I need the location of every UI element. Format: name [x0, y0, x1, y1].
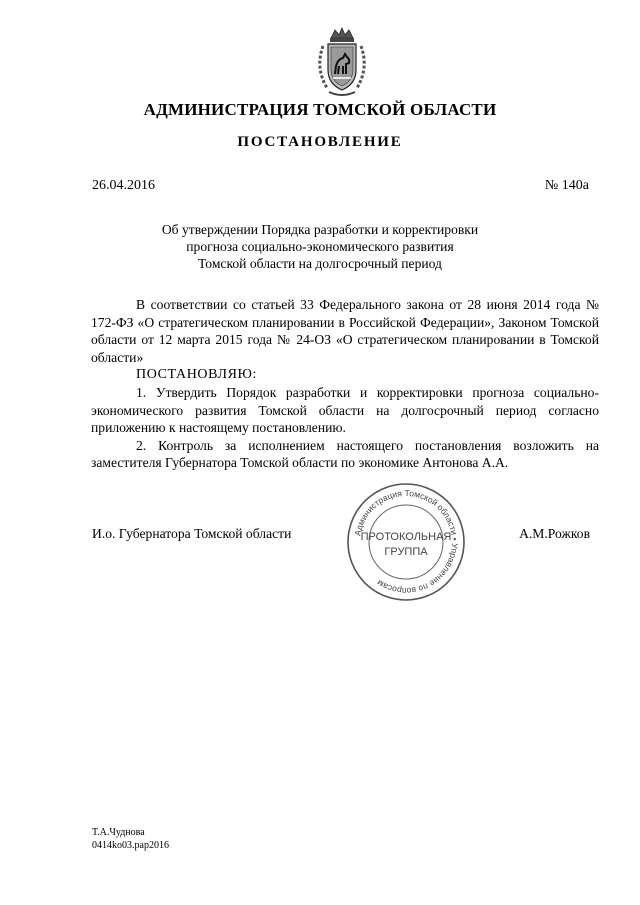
footer-author: Т.А.Чуднова — [92, 827, 145, 838]
footer-file-ref: 0414ko03.pap2016 — [92, 840, 169, 851]
subject-line: прогноза социально-экономического развития — [186, 239, 454, 254]
document-number: № 140а — [544, 178, 589, 193]
signer-title: И.о. Губернатора Томской области — [92, 526, 292, 541]
official-stamp — [344, 480, 468, 604]
organization-title: АДМИНИСТРАЦИЯ ТОМСКОЙ ОБЛАСТИ — [143, 100, 497, 119]
stamp-ring-text: Администрация Томской области • Управление по вопросам — [352, 487, 461, 597]
decree-word: ПОСТАНОВЛЯЮ: — [136, 367, 258, 383]
item-1-paragraph: 1. Утвердить Порядок разработки и корректировки прогноза социально-экономического развития Томской области на долгосрочный период согласно приложению к настоящему постановлению. — [91, 384, 599, 436]
subject-line: Томской области на долгосрочный период — [198, 256, 442, 271]
document-date: 26.04.2016 — [92, 178, 155, 193]
document-type: ПОСТАНОВЛЕНИЕ — [237, 134, 403, 150]
signer-name: А.М.Рожков — [519, 526, 590, 541]
stamp-center-line-2: ГРУППА — [384, 546, 428, 558]
document-footer — [92, 826, 169, 852]
document-subject — [150, 221, 490, 272]
preamble-paragraph: В соответствии со статьей 33 Федерального закона от 28 июня 2014 года № 172-ФЗ «О стратегическом планировании в Российской Федерации», Законом Томской области от 12 марта 2015 года № 24-ОЗ «О стратегическом планировании в Томской области» — [91, 297, 599, 365]
item-2-paragraph: 2. Контроль за исполнением настоящего постановления возложить на заместителя Губернатора Томской области по экономике Антонова А.А. — [91, 437, 599, 471]
coat-of-arms-icon — [309, 26, 375, 100]
subject-line: Об утверждении Порядка разработки и корректировки — [161, 222, 479, 237]
document-body — [91, 296, 599, 472]
stamp-center-line-1: ПРОТОКОЛЬНАЯ — [360, 531, 452, 543]
